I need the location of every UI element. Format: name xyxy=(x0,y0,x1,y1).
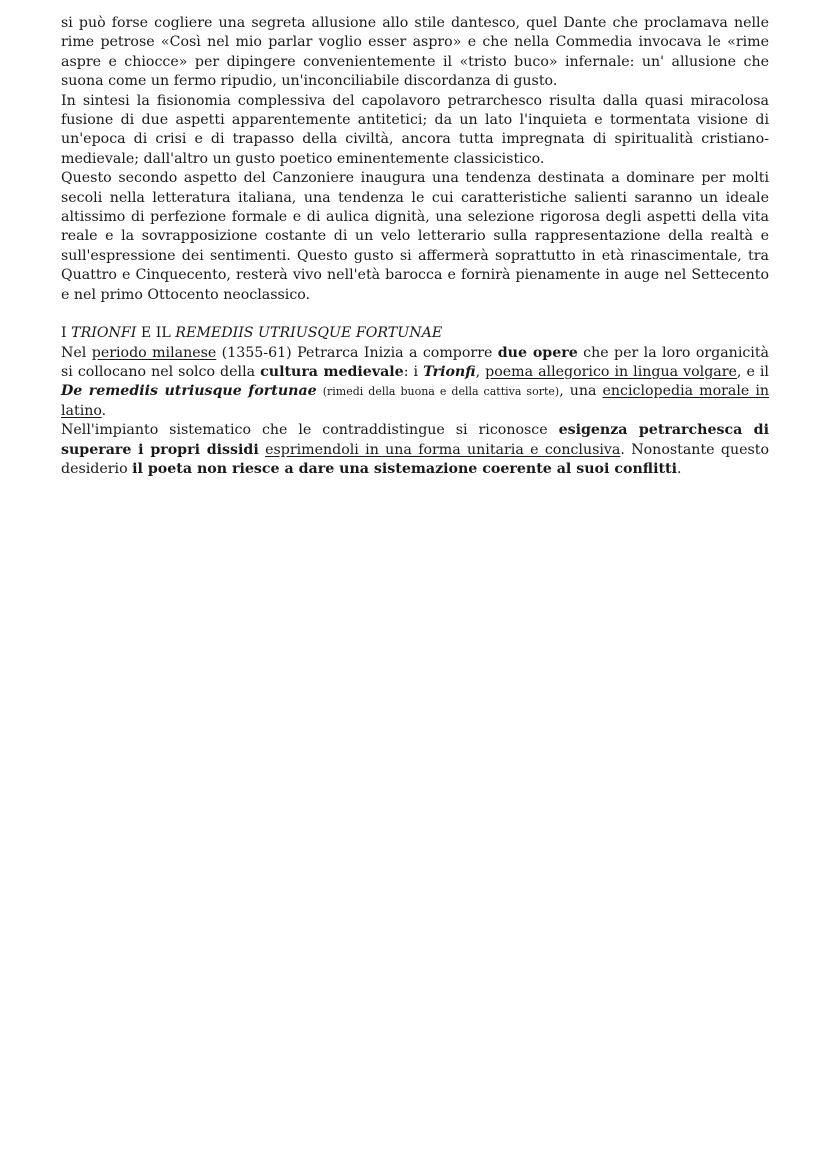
paragraph-secondo-aspetto: Questo secondo aspetto del Canzoniere inaugura una tendenza destinata a dominare per molti secoli nella letteratura italiana, una tendenza le cui caratteristiche salienti saranno un ideale altissimo di perfezione formale e di aulica dignità, una selezione rigorosa degli aspetti della vita reale e la sovrapposizione costante di un velo letterario sulla rappresentazione della realtà e sull'espressione dei sentimenti. Questo gusto si affermerà soprattutto in età rinascimentale, tra Quattro e Cinquecento, resterà vivo nell'età barocca e fornirà pienamente in auge nel Settecento e nel primo Ottocento neoclassico. xyxy=(61,170,769,303)
paragraph-periodo-milanese: Nel periodo milanese (1355-61) Petrarca Inizia a comporre due opere che per la loro organicità si collocano nel solco della cultura medievale: i Trionfi, poema allegorico in lingua volgare, e il De remediis utriusque fortunae (rimedi della buona e della cattiva sorte), una enciclopedia morale in latino. xyxy=(61,344,770,419)
document-page xyxy=(61,14,769,479)
section-heading: I TRIONFI E IL REMEDIIS UTRIUSQUE FORTUNAE xyxy=(61,325,443,342)
paragraph-impianto-sistematico: Nell'impianto sistematico che le contraddistingue si riconosce esigenza petrarchesca di superare i propri dissidi esprimendoli in una forma unitaria e conclusiva. Nonostante questo desiderio il poeta non riesce a dare una sistemazione coerente al suoi conflitti. xyxy=(61,422,770,477)
paragraph-sintesi: In sintesi la fisionomia complessiva del capolavoro petrarchesco risulta dalla quasi miracolosa fusione di due aspetti apparentemente antitetici; da un lato l'inquieta e tormentata visione di un'epoca di crisi e di trapasso della civiltà, ancora tutta impregnata di spiritualità cristiano-medievale; dall'altro un gusto poetico eminentemente classicistico. xyxy=(61,92,769,167)
paragraph-dante: si può forse cogliere una segreta allusione allo stile dantesco, quel Dante che proclamava nelle rime petrose «Così nel mio parlar voglio esser aspro» e che nella Commedia invocava le «rime aspre e chiocce» per dipingere convenientemente il «tristo buco» infernale: un' allusione che suona come un fermo ripudio, un'inconciliabile discordanza di gusto. xyxy=(61,15,769,90)
section-spacer xyxy=(61,305,769,324)
